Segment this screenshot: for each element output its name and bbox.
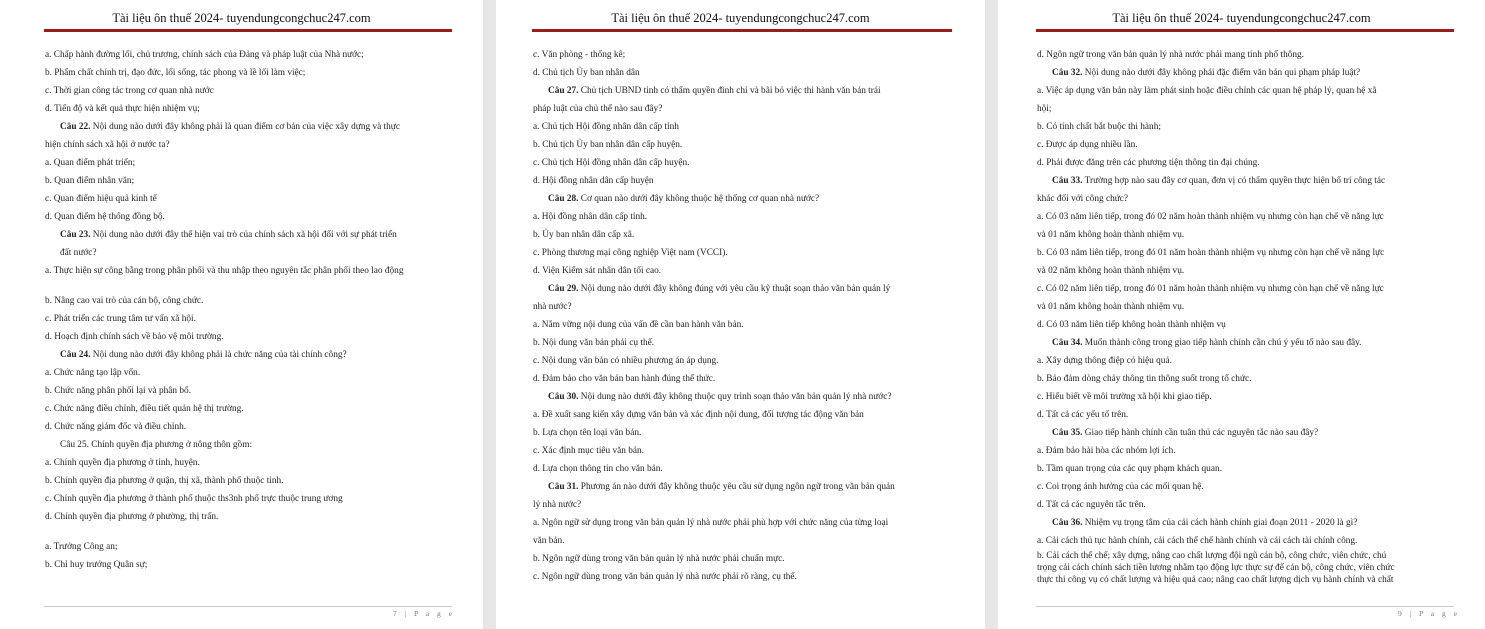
line-text: b. Cải cách thể chế; xây dựng, nâng cao chất lượng đội ngũ cán bộ, công chức, viên chức, chú [1037,551,1387,561]
line-text: b. Chỉ huy trưởng Quân sự; [45,560,148,570]
line-text: và 01 năm không hoàn thành nhiệm vụ. [1037,302,1185,312]
line-text: thực thi công vụ có chất lượng và hiệu quả cao; nâng cao chất lượng dịch vụ hành chính và chất [1037,575,1394,585]
line-text: a. Ngôn ngữ sử dụng trong văn bản quản lý nhà nước phải phù hợp với chức năng của từng loại [533,518,889,528]
line-text: c. Thời gian công tác trong cơ quan nhà nước [45,86,214,96]
page-number: 7 | P a g e [393,609,455,618]
text-line [533,208,951,226]
text-line [533,424,951,442]
text-line [1037,208,1459,226]
line-text: Nhiệm vụ trọng tâm của cải cách hành chính giai đoạn 2011 - 2020 là gì? [1082,518,1358,528]
line-text: d. Tất cả các yếu tố trên. [1037,410,1129,420]
line-text: d. Phải được đăng trên các phương tiện thông tin đại chúng. [1037,158,1260,168]
line-text: a. Thực hiện sự công bằng trong phân phối và thu nhập theo nguyên tắc phân phối theo lao động [45,266,404,276]
line-text: Phương án nào dưới đây không thuộc yêu cầu sử dụng ngôn ngữ trong văn bản quản [578,482,895,492]
line-text: d. Hội đồng nhân dân cấp huyện [533,176,654,186]
text-line [1037,262,1459,280]
line-text: c. Coi trọng ảnh hưởng của các mối quan hệ. [1037,482,1204,492]
line-text: a. Hội đồng nhân dân cấp tỉnh. [533,212,648,222]
line-text: a. Đảm bảo hài hòa các nhóm lợi ích. [1037,446,1176,456]
question-number: Câu 27. [548,86,579,96]
text-line [45,244,450,262]
text-line [1037,154,1459,172]
line-text: a. Nắm vững nội dung của vấn đề cần ban hành văn bản. [533,320,744,330]
text-line [533,352,951,370]
page-header-title: Tài liệu ôn thuế 2024- tuyendungcongchuc247.com [112,11,371,25]
line-text: a. Có 03 năm liên tiếp, trong đó 02 năm hoàn thành nhiệm vụ nhưng còn hạn chế về năng lực [1037,212,1384,222]
text-line [45,292,450,310]
line-text: b. Nâng cao vai trò của cán bộ, công chức. [45,296,204,306]
text-line [1037,478,1459,496]
line-text: a. Đề xuất sang kiến xây dựng văn bản và xác định nội dung, đối tượng tác động văn bản [533,410,864,420]
line-text: c. Nội dung văn bản có nhiều phương án áp dụng. [533,356,719,366]
text-line [1037,574,1459,586]
text-line [45,208,450,226]
text-line [533,118,951,136]
text-line [533,496,951,514]
question-number: Câu 24. [60,350,91,360]
text-line [1037,352,1459,370]
text-line [45,262,450,280]
text-line [1037,46,1459,64]
text-line [533,442,951,460]
line-text: d. Tất cả các nguyên tắc trên. [1037,500,1146,510]
line-text: b. Phẩm chất chính trị, đạo đức, lối sống, tác phong và lề lối làm việc; [45,68,306,78]
line-text: b. Có 03 năm liên tiếp, trong đó 01 năm hoàn thành nhiệm vụ nhưng còn hạn chế về năng lực [1037,248,1385,258]
line-text: pháp luật của chủ thể nào sau đây? [533,104,663,114]
text-line [45,454,450,472]
question-line [533,190,951,208]
text-line [45,490,450,508]
question-line [45,346,450,364]
question-number: Câu 35. [1052,428,1083,438]
page-body [533,46,951,586]
line-text: Nội dung nào dưới đây không phải là chức năng của tài chính công? [90,350,347,360]
line-text: b. Ngôn ngữ dùng trong văn bản quản lý nhà nước phải chuẩn mực. [533,554,785,564]
text-line [1037,388,1459,406]
text-line [533,226,951,244]
text-line [45,190,450,208]
line-text: c. Xác định mục tiêu văn bản. [533,446,645,456]
question-number: Câu 29. [548,284,579,294]
page-body [45,46,450,574]
text-line [533,244,951,262]
text-line [45,400,450,418]
text-line [45,310,450,328]
text-line [45,172,450,190]
text-line [1037,370,1459,388]
text-line [45,100,450,118]
line-text: c. Phát triển các trung tâm tư vấn xã hội. [45,314,196,324]
text-line [1037,550,1459,562]
question-line [533,388,951,406]
question-number: Câu 34. [1052,338,1083,348]
line-text: Chủ tịch UBND tỉnh có thẩm quyền đình chỉ và bãi bỏ việc thi hành văn bản trái [578,86,881,96]
text-line [1037,136,1459,154]
line-text: trọng cải cách chính sách tiền lương nhằm tạo động lực thực sự để cán bộ, công chức, viên chức [1037,563,1395,573]
line-text: c. Có 02 năm liên tiếp, trong đó 01 năm hoàn thành nhiệm vụ nhưng còn hạn chế về năng lực [1037,284,1384,294]
text-line [1037,280,1459,298]
line-text: Nội dung nào dưới đây không đúng với yêu cầu kỹ thuật soạn thảo văn bản quản lý [578,284,891,294]
text-line [533,64,951,82]
line-text: Nội dung nào dưới đây không phải đặc điểm văn bản qui phạm pháp luật? [1082,68,1361,78]
text-line [533,316,951,334]
line-text: d. Chức năng giám đốc và điều chỉnh. [45,422,187,432]
line-text: b. Ủy ban nhân dân cấp xã. [533,230,635,240]
line-text: d. Quan điểm hệ thống đồng bộ. [45,212,165,222]
line-text: c. Văn phòng - thống kê; [533,50,626,60]
line-text: d. Lựa chọn thông tin cho văn bản. [533,464,663,474]
question-line [533,478,951,496]
question-line [45,226,450,244]
line-text: Cơ quan nào dưới đây không thuộc hệ thống cơ quan nhà nước? [578,194,820,204]
question-number: Câu 32. [1052,68,1083,78]
line-text: nhà nước? [533,302,572,312]
text-line [1037,460,1459,478]
question-line [1037,424,1459,442]
page-body [1037,46,1459,586]
text-line [45,538,450,556]
footer-rule [1036,606,1454,607]
line-text: a. Quan điểm phát triển; [45,158,136,168]
question-line [45,118,450,136]
question-number: Câu 30. [548,392,579,402]
line-text: c. Ngôn ngữ dùng trong văn bản quản lý nhà nước phải rõ ràng, cụ thể. [533,572,797,582]
question-number: Câu 22. [60,122,91,132]
line-text: Trường hợp nào sau đây cơ quan, đơn vị có thẩm quyền thực hiện bố trí công tác [1082,176,1386,186]
line-text: c. Chính quyền địa phương ở thành phố thuộc ths3nh phố trực thuộc trung ương [45,494,343,504]
line-text: b. Quan điểm nhân văn; [45,176,135,186]
line-text: Nội dung nào dưới đây thể hiện vai trò của chính sách xã hội đối với sự phát triển [90,230,397,240]
text-line [533,172,951,190]
text-line [533,550,951,568]
text-line [45,556,450,574]
line-text: d. Chính quyền địa phương ở phường, thị trấn. [45,512,219,522]
text-line [45,64,450,82]
line-text: b. Chủ tịch Ủy ban nhân dân cấp huyện. [533,140,683,150]
text-line [1037,316,1459,334]
line-text: khác đối với công chức? [1037,194,1129,204]
line-text: a. Xây dựng thông điệp có hiệu quả. [1037,356,1172,366]
document-page-7 [0,0,483,629]
question-line [1037,514,1459,532]
document-page-8 [496,0,985,629]
line-text: d. Ngôn ngữ trong văn bản quản lý nhà nước phải mang tính phổ thông. [1037,50,1305,60]
text-line [1037,244,1459,262]
line-text: c. Hiểu biết về môi trường xã hội khi giao tiếp. [1037,392,1212,402]
text-line [45,136,450,154]
line-text: Muốn thành công trong giao tiếp hành chính cần chú ý yếu tố nào sau đây. [1082,338,1362,348]
line-text: b. Tầm quan trọng của các quy phạm khách quan. [1037,464,1222,474]
line-text: và 02 năm không hoàn thành nhiệm vụ. [1037,266,1185,276]
line-text: hiện chính sách xã hội ở nước ta? [45,140,170,150]
line-text: a. Việc áp dụng văn bản này làm phát sinh hoặc điều chỉnh các quan hệ pháp lý, quan hệ xã [1037,86,1377,96]
line-text: c. Chủ tịch Hội đồng nhân dân cấp huyện. [533,158,690,168]
text-line [1037,100,1459,118]
line-text: d. Đảm bảo cho văn bản ban hành đúng thể thức. [533,374,716,384]
line-text: b. Chức năng phân phối lại và phân bổ. [45,386,192,396]
text-line [1037,532,1459,550]
header-rule [1036,29,1454,32]
line-text: đất nước? [60,248,97,258]
line-text: c. Được áp dụng nhiều lần. [1037,140,1138,150]
line-text: c. Quan điểm hiệu quả kinh tế [45,194,157,204]
text-line [45,82,450,100]
line-text: b. Chính quyền địa phương ở quận, thị xã, thành phố thuộc tỉnh. [45,476,284,486]
text-line [1037,190,1459,208]
line-text: d. Hoạch định chính sách về bảo vệ môi trường. [45,332,224,342]
text-line [1037,226,1459,244]
document-page-9 [998,0,1485,629]
question-line [533,280,951,298]
question-number: Câu 23. [60,230,91,240]
text-line [45,328,450,346]
text-line [1037,82,1459,100]
question-line [1037,64,1459,82]
text-line [533,514,951,532]
page-header-title: Tài liệu ôn thuế 2024- tuyendungcongchuc247.com [611,11,870,25]
line-text: c. Phòng thương mại công nghiệp Việt nam (VCCI). [533,248,728,258]
line-text: a. Cải cách thủ tục hành chính, cải cách thể chế hành chính và cải cách tài chính công. [1037,536,1358,546]
question-line [1037,172,1459,190]
text-line [45,418,450,436]
text-line [1037,442,1459,460]
line-text: văn bản. [533,536,565,546]
line-text: a. Chủ tịch Hội đồng nhân dân cấp tỉnh [533,122,679,132]
line-text: b. Bảo đảm dòng chảy thông tin thông suốt trong tổ chức. [1037,374,1252,384]
text-line [533,460,951,478]
page-number: 9 | P a g e [1398,609,1460,618]
line-text: a. Chính quyền địa phương ở tỉnh, huyện. [45,458,200,468]
text-line [533,370,951,388]
line-text: Nội dung nào dưới đây không phải là quan điểm cơ bản của việc xây dựng và thực [90,122,400,132]
text-line [45,508,450,526]
line-text: a. Chấp hành đường lối, chủ trương, chính sách của Đảng và pháp luật của Nhà nước; [45,50,364,60]
text-line [45,436,450,454]
line-text: b. Lựa chọn tên loại văn bản. [533,428,642,438]
text-line [533,262,951,280]
text-line [1037,118,1459,136]
line-text: a. Trưởng Công an; [45,542,118,552]
line-text: lý nhà nước? [533,500,582,510]
text-line [45,154,450,172]
text-line [533,532,951,550]
line-text: Nội dung nào dưới đây không thuộc quy trình soạn thảo văn bản quản lý nhà nước? [578,392,892,402]
question-number: Câu 28. [548,194,579,204]
question-number: Câu 36. [1052,518,1083,528]
line-text: b. Nội dung văn bản phải cụ thể. [533,338,655,348]
text-line [533,136,951,154]
text-line [45,280,450,292]
text-line [533,154,951,172]
text-line [533,298,951,316]
text-line [1037,406,1459,424]
line-text: a. Chức năng tạo lập vốn. [45,368,141,378]
line-text: d. Chủ tịch Ủy ban nhân dân [533,68,640,78]
line-text: c. Chức năng điều chỉnh, điều tiết quản hệ thị trường. [45,404,244,414]
line-text: d. Tiến độ và kết quả thực hiện nhiệm vụ; [45,104,200,114]
text-line [45,382,450,400]
footer-rule [44,606,452,607]
line-text: hội; [1037,104,1052,114]
question-number: Câu 33. [1052,176,1083,186]
text-line [45,46,450,64]
question-number: Câu 31. [548,482,579,492]
question-line [533,82,951,100]
header-rule [44,29,452,32]
header-rule [532,29,952,32]
text-line [533,46,951,64]
line-text: d. Có 03 năm liên tiếp không hoàn thành nhiệm vụ [1037,320,1226,330]
line-text: Giao tiếp hành chính cần tuân thủ các nguyên tắc nào sau đây? [1082,428,1319,438]
question-line [1037,334,1459,352]
line-text: d. Viện Kiểm sát nhân dân tối cao. [533,266,662,276]
text-line [45,364,450,382]
text-line [1037,562,1459,574]
text-line [45,472,450,490]
text-line [1037,496,1459,514]
line-text: và 01 năm không hoàn thành nhiệm vụ. [1037,230,1185,240]
text-line [45,526,450,538]
text-line [533,100,951,118]
text-line [533,568,951,586]
text-line [1037,298,1459,316]
line-text: Câu 25. Chính quyền địa phương ở nông thôn gồm: [60,440,253,450]
text-line [533,334,951,352]
line-text: b. Có tính chất bắt buộc thi hành; [1037,122,1161,132]
page-header-title: Tài liệu ôn thuế 2024- tuyendungcongchuc247.com [1112,11,1371,25]
text-line [533,406,951,424]
